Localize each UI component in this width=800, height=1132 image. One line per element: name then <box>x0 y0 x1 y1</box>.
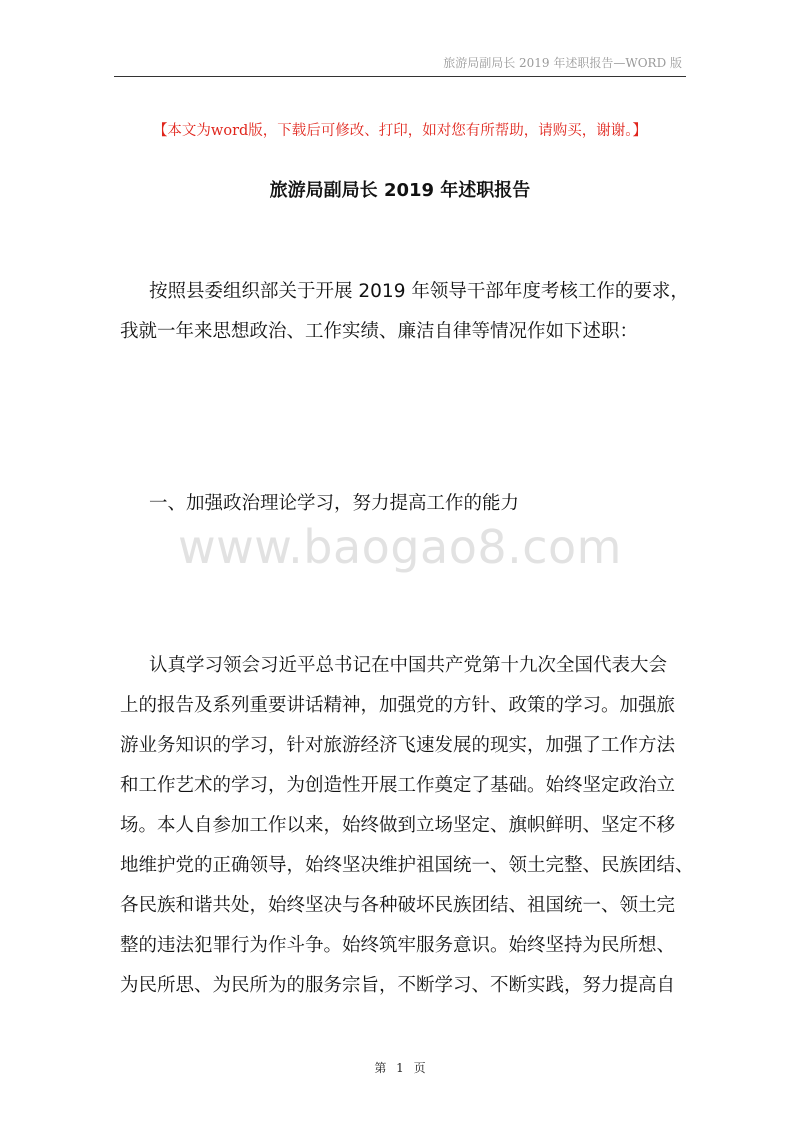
document-title: 旅游局副局长 2019 年述职报告 <box>269 180 531 201</box>
body-line: 上的报告及系列重要讲话精神，加强党的方针、政策的学习。加强旅 <box>120 695 676 716</box>
body-line: 为民所思、为民所为的服务宗旨，不断学习、不断实践，努力提高自 <box>120 975 676 996</box>
running-header: 旅游局副局长 2019 年述职报告—WORD 版 <box>443 56 682 70</box>
page-suffix: 页 <box>413 1061 426 1075</box>
body-line: 各民族和谐共处，始终坚决与各种破坏民族团结、祖国统一、领土完 <box>120 895 676 916</box>
purchase-notice: 【本文为word版，下载后可修改、打印，如对您有所帮助，请购买，谢谢。】 <box>152 123 648 139</box>
page-prefix: 第 <box>374 1061 387 1075</box>
section-heading-text: 一、加强政治理论学习，努力提高工作的能力 <box>149 493 520 514</box>
body-line: 游业务知识的学习，针对旅游经济飞速发展的现实，加强了工作方法 <box>120 735 676 756</box>
header-rule <box>114 76 686 77</box>
intro-paragraph <box>120 272 689 352</box>
body-paragraph <box>120 646 694 1006</box>
page-number: 1 <box>396 1061 404 1075</box>
body-line: 场。本人自参加工作以来，始终做到立场坚定、旗帜鲜明、坚定不移 <box>120 815 676 836</box>
intro-line: 我就一年来思想政治、工作实绩、廉洁自律等情况作如下述职： <box>120 321 639 342</box>
body-line: 认真学习领会习近平总书记在中国共产党第十九次全国代表大会 <box>149 655 668 676</box>
body-line: 和工作艺术的学习，为创造性开展工作奠定了基础。始终坚定政治立 <box>120 775 676 796</box>
intro-line: 按照县委组织部关于开展 2019 年领导干部年度考核工作的要求， <box>149 281 689 302</box>
section-heading <box>120 484 685 524</box>
page-footer <box>0 1059 800 1076</box>
body-line: 地维护党的正确领导，始终坚决维护祖国统一、领土完整、民族团结、 <box>120 855 694 876</box>
body-line: 整的违法犯罪行为作斗争。始终筑牢服务意识。始终坚持为民所想、 <box>120 935 676 956</box>
watermark: www.baogao8.com <box>178 520 622 574</box>
